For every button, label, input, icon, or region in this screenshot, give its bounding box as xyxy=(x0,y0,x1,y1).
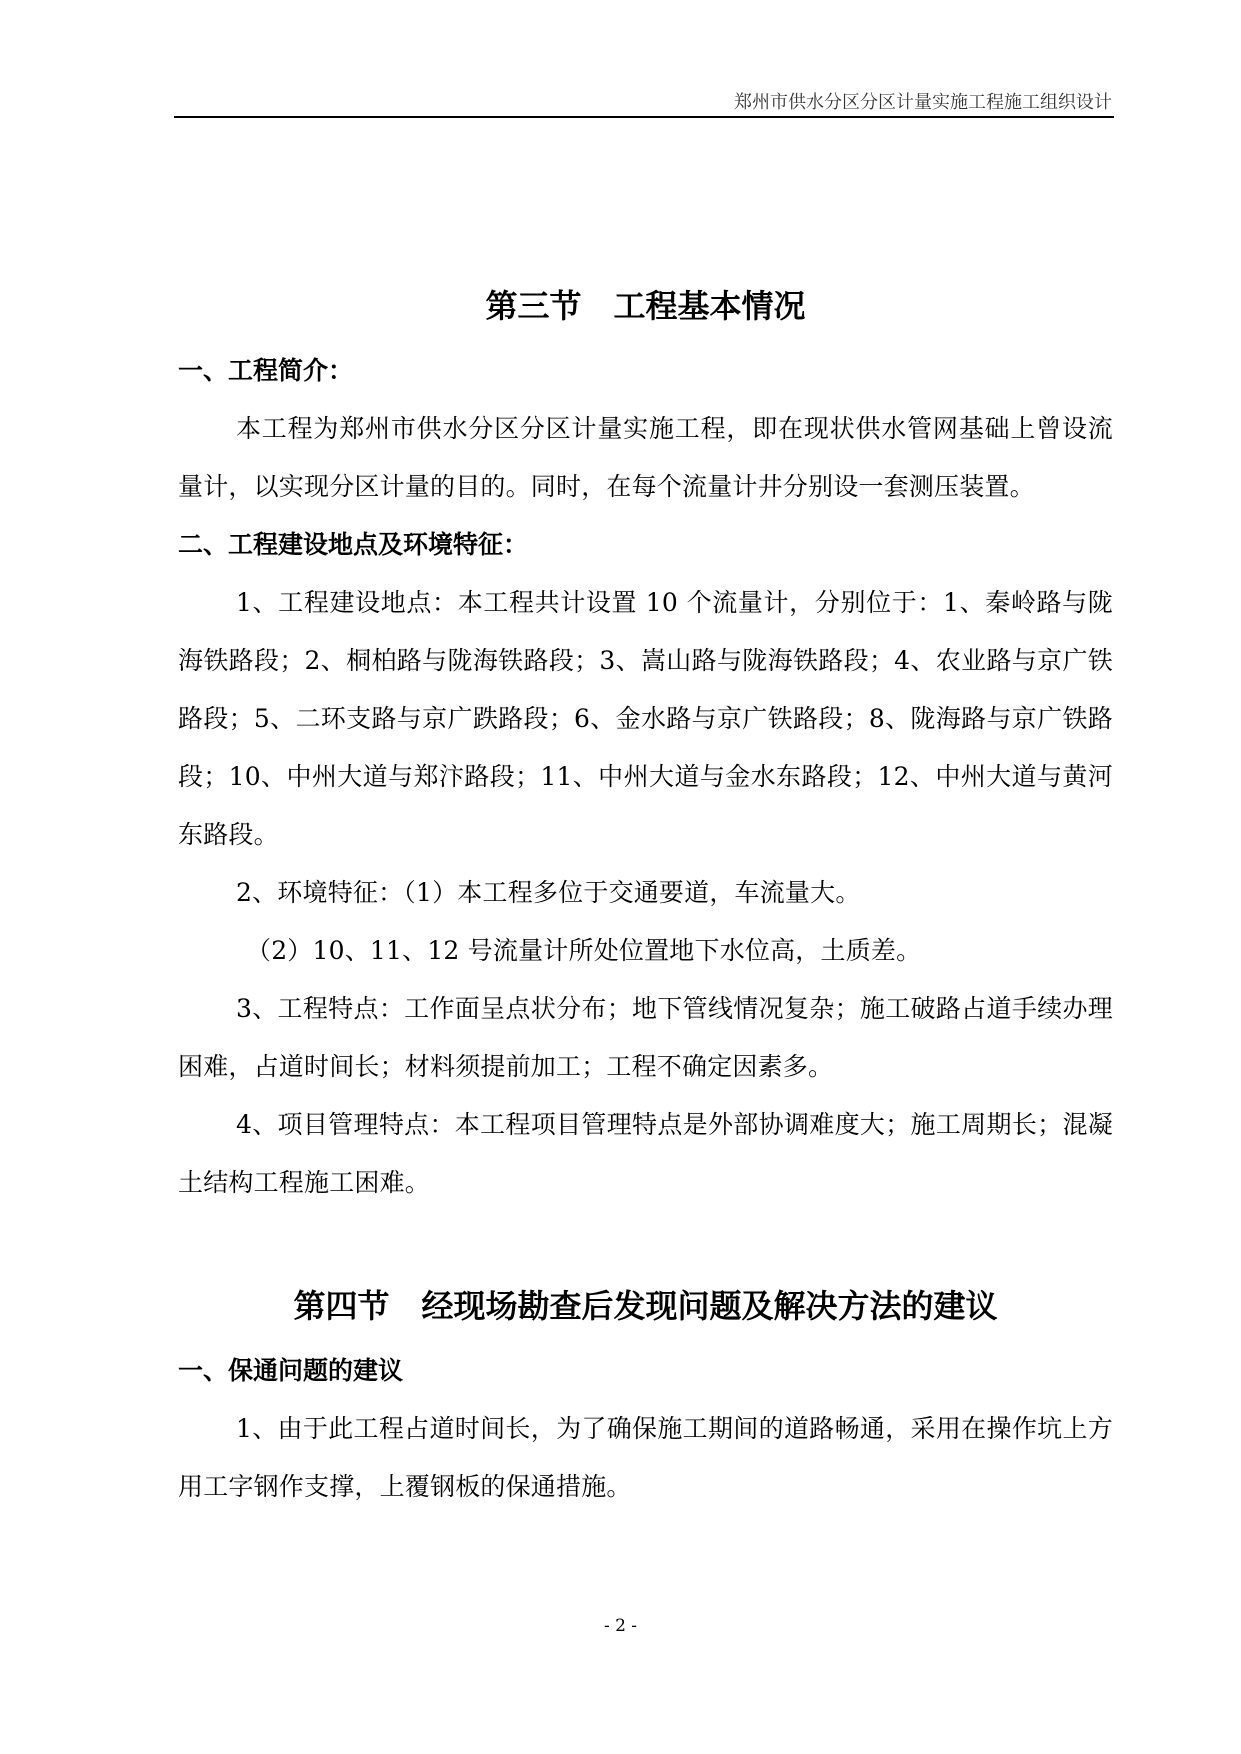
intro-heading: 一、工程简介： xyxy=(178,356,354,385)
site-heading: 二、工程建设地点及环境特征： xyxy=(178,530,529,559)
document-body xyxy=(178,280,1113,1516)
section4-title: 第四节 经现场勘查后发现问题及解决方法的建议 xyxy=(293,1287,998,1325)
section3-title: 第三节 工程基本情况 xyxy=(485,287,806,325)
project-features-paragraph: 3、工程特点：工作面呈点状分布；地下管线情况复杂；施工破路占道手续办理困难，占道时间长；材料须提前加工；工程不确定因素多。 xyxy=(178,994,1113,1081)
traffic-heading: 一、保通问题的建议 xyxy=(178,1356,404,1385)
traffic-paragraph: 1、由于此工程占道时间长，为了确保施工期间的道路畅通，采用在操作坑上方用工字钢作支撑，上覆钢板的保通措施。 xyxy=(178,1414,1113,1501)
environment-subitem: （2）10、11、12 号流量计所处位置地下水位高，土质差。 xyxy=(246,936,922,965)
site-location-paragraph: 1、工程建设地点：本工程共计设置 10 个流量计，分别位于：1、秦岭路与陇海铁路段；2、桐柏路与陇海铁路段；3、嵩山路与陇海铁路段；4、农业路与京广铁路段；5、二环支路与京广跌路段；6、金水路与京广铁路段；8、陇海路与京广铁路段；10、中州大道与郑汴路段；11、中州大道与金水东路段；12、中州大道与黄河东路段。 xyxy=(178,588,1113,849)
environment-paragraph: 2、环境特征：（1）本工程多位于交通要道，车流量大。 xyxy=(236,878,861,907)
page-number: - 2 - xyxy=(603,1616,638,1636)
management-features-paragraph: 4、项目管理特点：本工程项目管理特点是外部协调难度大；施工周期长；混凝土结构工程施工困难。 xyxy=(178,1110,1113,1197)
intro-paragraph: 本工程为郑州市供水分区分区计量实施工程，即在现状供水管网基础上曾设流量计，以实现分区计量的目的。同时，在每个流量计井分别设一套测压装置。 xyxy=(178,414,1113,501)
header-title: 郑州市供水分区分区计量实施工程施工组织设计 xyxy=(734,92,1112,113)
page-header xyxy=(174,86,1114,118)
